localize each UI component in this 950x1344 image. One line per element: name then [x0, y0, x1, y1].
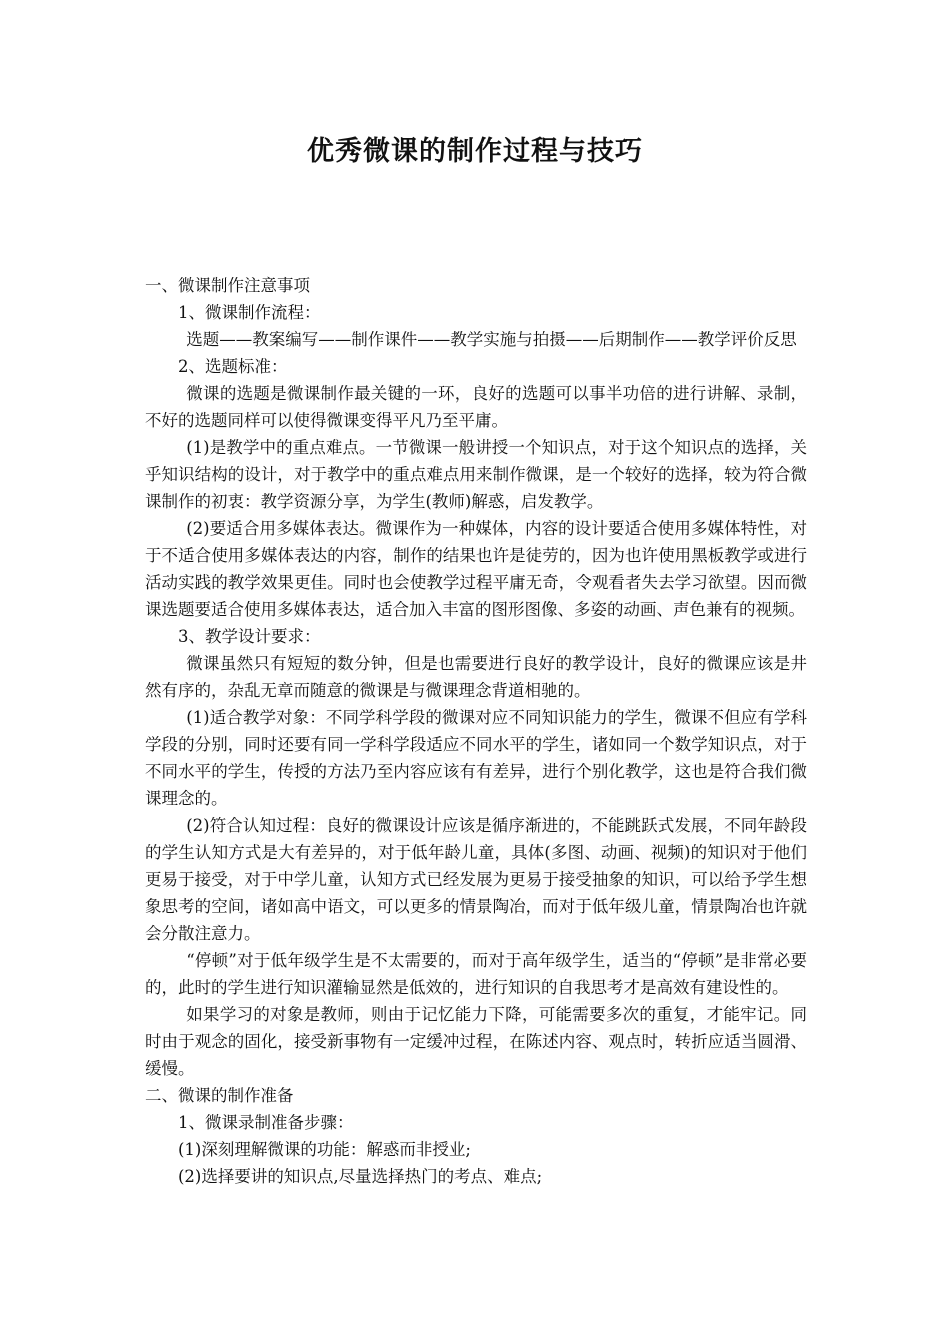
paragraph: 选题——教案编写——制作课件——教学实施与拍摄——后期制作——教学评价反思: [186, 330, 797, 349]
section-heading: 二、微课的制作准备: [145, 1086, 294, 1105]
subsection-heading: 2、选题标准：: [178, 357, 288, 376]
section-heading: 一、微课制作注意事项: [145, 276, 310, 295]
document-title: 优秀微课的制作过程与技巧: [307, 136, 643, 167]
list-item: (2)选择要讲的知识点,尽量选择热门的考点、难点;: [178, 1167, 543, 1186]
paragraph: 微课的选题是微课制作最关键的一环，良好的选题可以事半功倍的进行讲解、录制，不好的选题同样可以使得微课变得平凡乃至平庸。: [145, 384, 807, 430]
list-item: (1)深刻理解微课的功能：解惑而非授业;: [178, 1140, 471, 1159]
paragraph: 微课虽然只有短短的数分钟，但是也需要进行良好的教学设计，良好的微课应该是井然有序的，杂乱无章而随意的微课是与微课理念背道相驰的。: [145, 654, 807, 700]
paragraph: (2)符合认知过程：良好的微课设计应该是循序渐进的，不能跳跃式发展，不同年龄段的学生认知方式是大有差异的，对于低年龄儿童，具体(多图、动画、视频)的知识对于他们更易于接受，对于中学儿童，认知方式已经发展为更易于接受抽象的知识，可以给予学生想象思考的空间，诸如高中语文，可以更多的情景陶冶，而对于低年级儿童，情景陶冶也许就会分散注意力。: [145, 816, 807, 943]
paragraph: 如果学习的对象是教师，则由于记忆能力下降，可能需要多次的重复，才能牢记。同时由于观念的固化，接受新事物有一定缓冲过程，在陈述内容、观点时，转折应适当圆滑、缓慢。: [145, 1005, 807, 1078]
paragraph: (1)适合教学对象：不同学科学段的微课对应不同知识能力的学生，微课不但应有学科学段的分别，同时还要有同一学科学段适应不同水平的学生，诸如同一个数学知识点，对于不同水平的学生，传授的方法乃至内容应该有有差异，进行个别化教学，这也是符合我们微课理念的。: [145, 708, 807, 808]
subsection-heading: 1、微课制作流程：: [178, 303, 321, 322]
subsection-heading: 3、教学设计要求：: [178, 627, 321, 646]
paragraph: “停顿”对于低年级学生是不太需要的，而对于高年级学生，适当的“停顿”是非常必要的，此时的学生进行知识灌输显然是低效的，进行知识的自我思考才是高效有建设性的。: [145, 951, 807, 997]
document-body: [145, 272, 807, 1190]
paragraph: (2)要适合用多媒体表达。微课作为一种媒体，内容的设计要适合使用多媒体特性，对于不适合使用多媒体表达的内容，制作的结果也许是徒劳的，因为也许使用黑板教学或进行活动实践的教学效果更佳。同时也会使教学过程平庸无奇，令观看者失去学习欲望。因而微课选题要适合使用多媒体表达，适合加入丰富的图形图像、多姿的动画、声色兼有的视频。: [145, 519, 807, 619]
paragraph: (1)是教学中的重点难点。一节微课一般讲授一个知识点，对于这个知识点的选择，关乎知识结构的设计，对于教学中的重点难点用来制作微课，是一个较好的选择，较为符合微课制作的初衷：教学资源分享，为学生(教师)解惑，启发教学。: [145, 438, 807, 511]
subsection-heading: 1、微课录制准备步骤：: [178, 1113, 354, 1132]
